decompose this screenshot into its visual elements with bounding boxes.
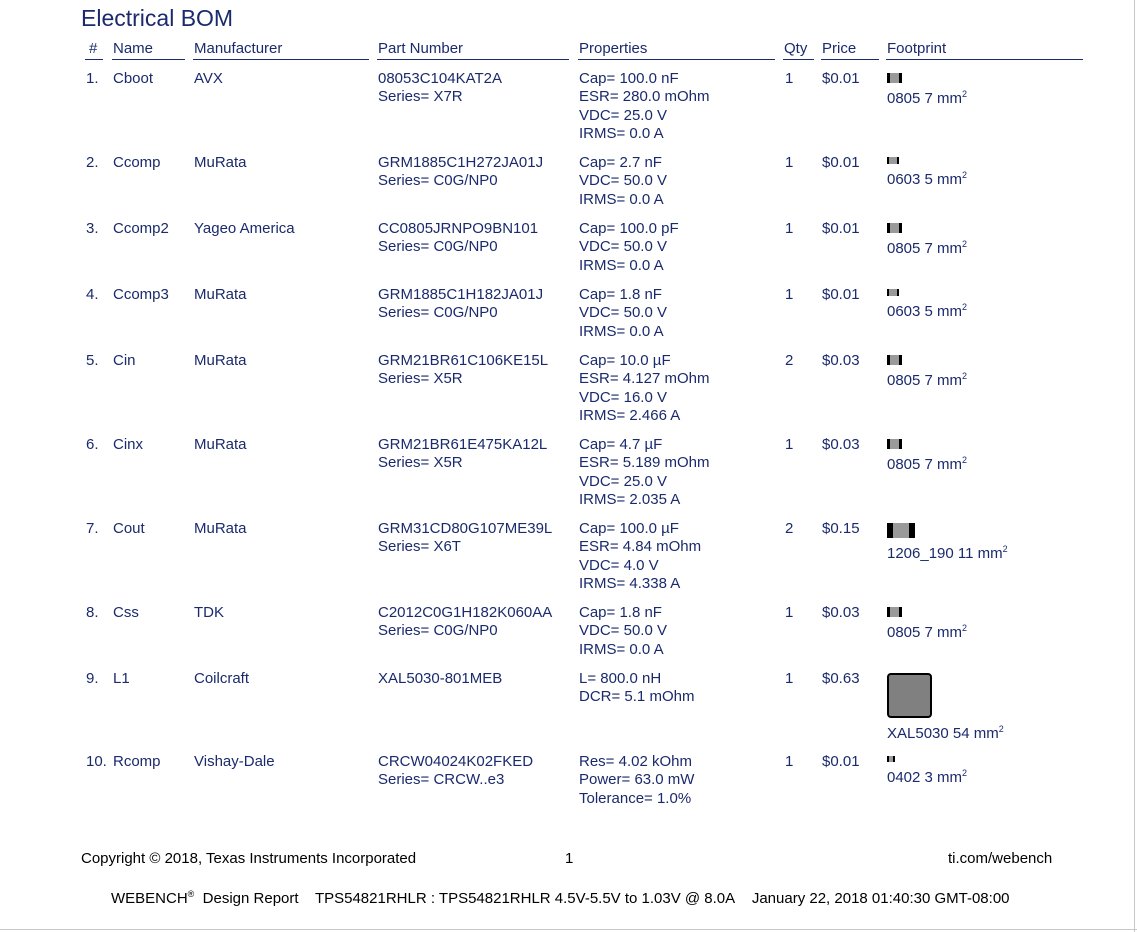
property-line: DCR= 5.1 mOhm	[579, 688, 695, 706]
part-number-value: GRM31CD80G107ME39L	[378, 520, 553, 537]
report-label: Design Report	[202, 890, 299, 907]
footprint-unit-exponent: 2	[962, 170, 968, 180]
header-rule	[783, 59, 814, 60]
footprint	[887, 604, 967, 642]
property-line: ESR= 4.127 mOhm	[579, 370, 710, 388]
series-value: Series= C0G/NP0	[378, 172, 498, 190]
quantity: 2	[785, 520, 794, 537]
series-value: Series= CRCW..e3	[378, 771, 505, 789]
property-line: VDC= 50.0 V	[579, 238, 667, 256]
footprint-size: 0805 7 mm	[887, 624, 963, 641]
series-value: Series= X6T	[378, 538, 461, 556]
property-line: IRMS= 0.0 A	[579, 256, 664, 274]
part-number	[378, 286, 543, 323]
component-name: Ccomp	[113, 154, 161, 171]
footprint-icon	[887, 523, 1008, 544]
footprint-size: 1206_190 11 mm	[887, 545, 1003, 562]
page-title: Electrical BOM	[81, 5, 234, 31]
row-number: 6.	[86, 436, 99, 453]
header-name: Name	[113, 40, 154, 57]
part-number	[378, 70, 502, 107]
page-edge	[0, 929, 1137, 930]
footprint	[887, 520, 1008, 563]
header-rule	[821, 59, 879, 60]
property-line: VDC= 25.0 V	[579, 106, 667, 124]
component-name: Cinx	[113, 436, 144, 453]
property-line: VDC= 25.0 V	[579, 472, 667, 490]
header-rule	[377, 59, 569, 60]
header-num: #	[89, 40, 98, 57]
footprint	[887, 220, 967, 258]
header-part-number: Part Number	[378, 40, 464, 57]
row-number: 9.	[86, 670, 99, 687]
series-value: Series= X5R	[378, 454, 463, 472]
footprint-size: 0805 7 mm	[887, 240, 963, 257]
property-line: ESR= 5.189 mOhm	[579, 454, 710, 472]
series-value: Series= C0G/NP0	[378, 622, 498, 640]
series-value: Series= C0G/NP0	[378, 238, 498, 256]
header-properties: Properties	[579, 40, 648, 57]
properties	[579, 436, 709, 509]
property-line: VDC= 50.0 V	[579, 622, 667, 640]
header-manufacturer: Manufacturer	[194, 40, 283, 57]
footprint-size: 0805 7 mm	[887, 90, 963, 107]
property-line: Tolerance= 1.0%	[579, 789, 692, 807]
footprint-unit-exponent: 2	[998, 724, 1004, 734]
footprint-unit-exponent: 2	[962, 89, 968, 99]
part-number	[378, 220, 538, 257]
properties	[579, 220, 679, 275]
property-line: Cap= 1.8 nF	[579, 286, 662, 303]
part-number-value: GRM21BR61E475KA12L	[378, 436, 548, 453]
part-number	[378, 670, 502, 688]
quantity: 1	[785, 604, 794, 621]
header-rule	[578, 59, 775, 60]
footprint	[887, 436, 967, 474]
property-line: Cap= 100.0 nF	[579, 70, 679, 87]
part-number	[378, 753, 533, 790]
footprint-icon	[887, 289, 967, 302]
part-number-value: CRCW04024K02FKED	[378, 753, 534, 770]
footprint	[887, 670, 1004, 743]
property-line: IRMS= 4.338 A	[579, 574, 681, 592]
report-part: TPS54821RHLR : TPS54821RHLR 4.5V-5.5V to 1.03V @ 8.0A	[314, 890, 736, 907]
property-line: Cap= 2.7 nF	[579, 154, 662, 171]
quantity: 2	[785, 352, 794, 369]
price: $0.01	[822, 220, 860, 237]
header-price: Price	[822, 40, 857, 57]
footprint-icon	[887, 73, 967, 89]
property-line: ESR= 4.84 mOhm	[579, 538, 702, 556]
part-number-value: C2012C0G1H182K060AA	[378, 604, 553, 621]
quantity: 1	[785, 753, 794, 770]
header-footprint: Footprint	[887, 40, 947, 57]
footprint-icon	[887, 157, 967, 170]
property-line: L= 800.0 nH	[579, 670, 662, 687]
property-line: IRMS= 0.0 A	[579, 322, 664, 340]
part-number	[378, 436, 547, 473]
part-number-value: CC0805JRNPO9BN101	[378, 220, 539, 237]
part-number-value: XAL5030-801MEB	[378, 670, 503, 687]
footprint-label	[887, 545, 1008, 563]
footprint	[887, 70, 967, 108]
row-number: 5.	[86, 352, 99, 369]
footprint-label	[887, 171, 967, 189]
series-value: Series= X5R	[378, 370, 463, 388]
component-name: Ccomp3	[113, 286, 169, 303]
footprint-icon	[887, 756, 967, 768]
property-line: VDC= 4.0 V	[579, 556, 659, 574]
property-line: Power= 63.0 mW	[579, 771, 695, 789]
header-qty: Qty	[784, 40, 808, 57]
row-number: 8.	[86, 604, 99, 621]
footprint-icon	[887, 673, 1004, 724]
part-number-value: GRM1885C1H182JA01J	[378, 286, 544, 303]
property-line: IRMS= 0.0 A	[579, 640, 664, 658]
footprint-unit-exponent: 2	[962, 623, 968, 633]
footprint-icon	[887, 439, 967, 455]
part-number-value: GRM1885C1H272JA01J	[378, 154, 544, 171]
price: $0.03	[822, 436, 860, 453]
price: $0.01	[822, 154, 860, 171]
component-name: Css	[113, 604, 139, 621]
component-name: Cin	[113, 352, 136, 369]
report-reg: ®	[187, 889, 195, 899]
price: $0.15	[822, 520, 860, 537]
property-line: Cap= 1.8 nF	[579, 604, 662, 621]
footprint-icon	[887, 607, 967, 623]
footprint-label	[887, 90, 967, 108]
footprint-label	[887, 725, 1004, 743]
manufacturer: MuRata	[194, 436, 247, 453]
row-number: 10.	[86, 753, 107, 770]
properties	[579, 604, 667, 659]
footprint-size: XAL5030 54 mm	[887, 725, 999, 742]
footprint	[887, 753, 967, 787]
property-line: VDC= 50.0 V	[579, 304, 667, 322]
series-value: Series= C0G/NP0	[378, 304, 498, 322]
quantity: 1	[785, 436, 794, 453]
footprint-label	[887, 769, 967, 787]
component-name: Cboot	[113, 70, 154, 87]
series-value: Series= X7R	[378, 88, 463, 106]
properties	[579, 520, 701, 593]
site-link[interactable]: ti.com/webench	[948, 850, 1053, 867]
row-number: 4.	[86, 286, 99, 303]
part-number	[378, 352, 548, 389]
property-line: Cap= 4.7 µF	[579, 436, 663, 453]
price: $0.03	[822, 352, 860, 369]
property-line: Cap= 100.0 pF	[579, 220, 679, 237]
manufacturer: MuRata	[194, 352, 247, 369]
quantity: 1	[785, 70, 794, 87]
footprint-size: 0805 7 mm	[887, 456, 963, 473]
footprint-label	[887, 624, 967, 642]
price: $0.01	[822, 286, 860, 303]
price: $0.01	[822, 753, 860, 770]
quantity: 1	[785, 286, 794, 303]
component-name: Rcomp	[113, 753, 161, 770]
footprint-label	[887, 372, 967, 390]
component-name: Ccomp2	[113, 220, 169, 237]
property-line: IRMS= 2.466 A	[579, 406, 681, 424]
properties	[579, 286, 667, 341]
quantity: 1	[785, 220, 794, 237]
manufacturer: MuRata	[194, 286, 247, 303]
footprint-size: 0603 5 mm	[887, 171, 963, 188]
row-number: 2.	[86, 154, 99, 171]
properties	[579, 70, 709, 143]
footprint-size: 0805 7 mm	[887, 372, 963, 389]
part-number	[378, 604, 552, 641]
footprint-label	[887, 240, 967, 258]
price: $0.01	[822, 70, 860, 87]
properties	[579, 154, 667, 209]
footprint-label	[887, 303, 967, 321]
properties	[579, 352, 709, 425]
page-edge	[1134, 0, 1135, 932]
properties	[579, 753, 694, 808]
footprint	[887, 352, 967, 390]
page-number: 1	[565, 850, 574, 867]
property-line: Cap= 10.0 µF	[579, 352, 671, 369]
footprint-unit-exponent: 2	[962, 239, 968, 249]
row-number: 7.	[86, 520, 99, 537]
property-line: VDC= 16.0 V	[579, 388, 667, 406]
copyright-text: Copyright © 2018, Texas Instruments Incorporated	[81, 850, 417, 867]
footprint-unit-exponent: 2	[962, 371, 968, 381]
row-number: 1.	[86, 70, 99, 87]
footprint-unit-exponent: 2	[962, 455, 968, 465]
footprint-label	[887, 456, 967, 474]
quantity: 1	[785, 670, 794, 687]
report-date: January 22, 2018 01:40:30 GMT-08:00	[751, 890, 1010, 907]
property-line: IRMS= 0.0 A	[579, 190, 664, 208]
manufacturer: TDK	[194, 604, 224, 621]
property-line: Res= 4.02 kOhm	[579, 753, 692, 770]
header-rule	[886, 59, 1083, 60]
part-number-value: 08053C104KAT2A	[378, 70, 502, 87]
property-line: VDC= 50.0 V	[579, 172, 667, 190]
footprint-icon	[887, 355, 967, 371]
manufacturer: MuRata	[194, 154, 247, 171]
manufacturer: Vishay-Dale	[194, 753, 275, 770]
part-number	[378, 520, 552, 557]
properties	[579, 670, 694, 707]
component-name: Cout	[113, 520, 145, 537]
footprint-unit-exponent: 2	[1002, 544, 1008, 554]
footprint-unit-exponent: 2	[962, 302, 968, 312]
footprint-icon	[887, 223, 967, 239]
quantity: 1	[785, 154, 794, 171]
report-brand: WEBENCH	[111, 890, 188, 907]
property-line: IRMS= 2.035 A	[579, 490, 681, 508]
header-rule	[193, 59, 369, 60]
property-line: Cap= 100.0 µF	[579, 520, 679, 537]
footprint-unit-exponent: 2	[962, 768, 968, 778]
property-line: ESR= 280.0 mOhm	[579, 88, 710, 106]
component-name: L1	[113, 670, 130, 687]
footprint	[887, 286, 967, 321]
manufacturer: Coilcraft	[194, 670, 250, 687]
manufacturer: AVX	[194, 70, 223, 87]
price: $0.03	[822, 604, 860, 621]
price: $0.63	[822, 670, 860, 687]
manufacturer: MuRata	[194, 520, 247, 537]
header-rule	[112, 59, 185, 60]
row-number: 3.	[86, 220, 99, 237]
property-line: IRMS= 0.0 A	[579, 124, 664, 142]
footprint-size: 0603 5 mm	[887, 303, 963, 320]
manufacturer: Yageo America	[194, 220, 295, 237]
footprint-size: 0402 3 mm	[887, 769, 963, 786]
report-title	[111, 890, 1010, 907]
footprint	[887, 154, 967, 189]
part-number-value: GRM21BR61C106KE15L	[378, 352, 549, 369]
header-rule	[85, 59, 103, 60]
part-number	[378, 154, 543, 191]
